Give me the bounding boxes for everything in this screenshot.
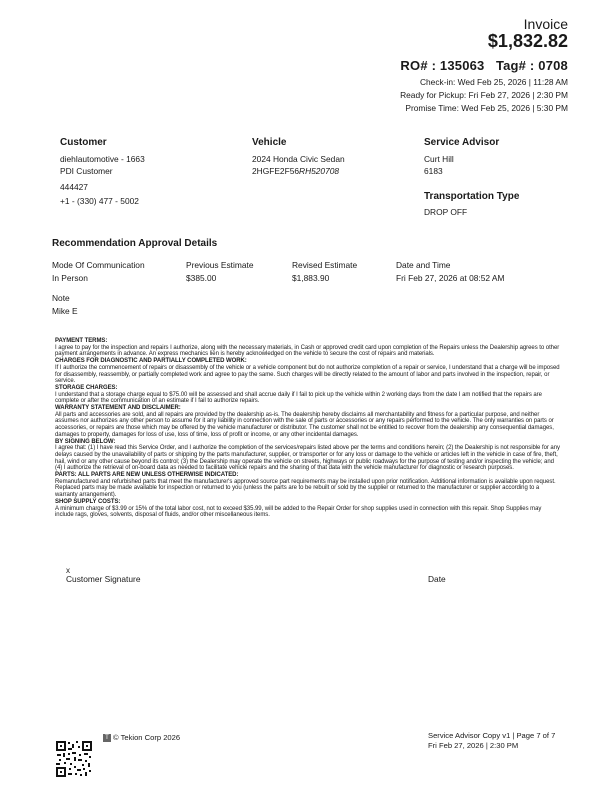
terms-paragraph <box>55 405 560 439</box>
customer-type: PDI Customer <box>60 166 113 176</box>
terms-block <box>55 338 560 519</box>
tag-number: Tag# : 0708 <box>495 58 568 73</box>
terms-text: I agree that: (1) I have read this Service Order, and I authorize the completion of the services/repairs listed above per the terms and conditions herein; (2) the Dealership is not responsible for any delays caused by the unavailability of parts or shipping by the parts manufacturer, supplier, or transporter or for any loss or damage to the vehicle or articles left in the vehicle in case of fire, theft, hail, wind or any other cause beyond its control; (3) the Dealership may operate the vehicle on streets, highways or public roadways for the purpose of testing and/or inspecting the vehicle; and (4) I authorize the retrieval of on-board data as needed to facilitate vehicle repairs and the sharing of that data with the vehicle manufacturer for diagnostic or research purposes. <box>55 445 560 472</box>
footer-copyright <box>103 733 180 742</box>
vehicle-vin <box>252 165 345 177</box>
advisor-id: 6183 <box>424 166 443 176</box>
terms-heading: PARTS: ALL PARTS ARE NEW UNLESS OTHERWISE INDICATED: <box>55 472 239 479</box>
terms-heading: BY SIGNING BELOW: <box>55 438 116 445</box>
footer-info <box>428 731 555 751</box>
date-label: Date <box>428 574 446 584</box>
printed-time: Fri Feb 27, 2026 | 2:30 PM <box>428 741 519 750</box>
advisor-section <box>424 137 519 218</box>
col-prev-head: Previous Estimate <box>186 260 254 270</box>
customer-section <box>60 137 145 207</box>
terms-heading: PAYMENT TERMS: <box>55 338 108 344</box>
checkin-time: Check-in: Wed Feb 25, 2026 | 11:28 AM <box>419 77 568 87</box>
terms-heading: SHOP SUPPLY COSTS: <box>55 498 121 505</box>
note-label: Note <box>52 293 70 303</box>
invoice-title: Invoice <box>523 16 568 32</box>
col-datetime-head: Date and Time <box>396 260 451 270</box>
transport-label: Transportation Type <box>424 191 520 202</box>
invoice-total: $1,832.82 <box>487 31 568 51</box>
customer-label: Customer <box>60 137 107 148</box>
transport-value: DROP OFF <box>424 207 468 217</box>
customer-name: diehlautomotive - 1663 <box>60 154 145 164</box>
copy-info: Service Advisor Copy v1 | Page 7 of 7 <box>428 731 556 740</box>
customer-signature-label: Customer Signature <box>66 574 141 584</box>
terms-heading: WARRANTY STATEMENT AND DISCLAIMER: <box>55 405 181 412</box>
vehicle-section <box>252 137 345 177</box>
terms-heading: CHARGES FOR DIAGNOSTIC AND PARTIALLY COMPLETED WORK: <box>55 358 247 365</box>
ready-time: Ready for Pickup: Fri Feb 27, 2026 | 2:30 PM <box>400 90 568 100</box>
tekion-logo-icon: T <box>103 734 111 742</box>
terms-heading: STORAGE CHARGES: <box>55 384 118 391</box>
terms-text: If I authorize the commencement of repairs or disassembly of the vehicle or a vehicle component but do not authorize completion of a repair or service, I understand that a charge will be imposed for disassembly, reassembly, or partially completed work and agree to pay the same. Such charges will be directly related to the amount of labor and parts involved in the inspection, repair, or service. <box>55 364 560 385</box>
vehicle-label: Vehicle <box>252 137 287 148</box>
terms-text: All parts and accessories are sold, and all repairs are provided by the dealership as-is. The dealership hereby disclaims all merchantability and fitness for a particular purpose, and neither assumes nor authorizes any other person to assume for it any liability in connection with the sale of parts or accessories or any repairs performed to the vehicle. The only warranties on parts or accessories, or repairs are those which may be offered by the vehicle manufacturer or distributor. The customer shall not be entitled to recover from the dealership any consequential damages, damages to property, damages for loss of use, loss of time, loss of profit or income, or any other incidental damages. <box>55 411 554 438</box>
terms-text: A minimum charge of $3.99 or 15% of the total labor cost, not to exceed $35.99, will be added to the Repair Order for shop supplies used in connection with this repair. Shop Supplies may include rags, gloves, solvents, disposal of fluids, and/or other miscellaneous items. <box>55 505 542 519</box>
col-mode-head: Mode Of Communication <box>52 260 145 270</box>
advisor-name: Curt Hill <box>424 154 454 164</box>
terms-paragraph <box>55 499 560 519</box>
terms-text: I understand that a storage charge equal to $75.00 will be assessed and shall accrue daily if I fail to pick up the vehicle within 2 working days from the date I am notified that the repairs are complete or after the communication of an estimate if I fail to authorize repairs. <box>55 391 542 405</box>
customer-phone: +1 - (330) 477 - 5002 <box>60 196 139 206</box>
ro-number: RO# : 135063 <box>400 58 485 73</box>
time-block <box>400 76 568 115</box>
qr-code <box>55 740 93 778</box>
col-revised-head: Revised Estimate <box>292 260 358 270</box>
vehicle-name: 2024 Honda Civic Sedan <box>252 154 345 164</box>
recommendation-title: Recommendation Approval Details <box>52 238 218 249</box>
terms-paragraph <box>55 385 560 405</box>
terms-paragraph <box>55 338 560 358</box>
note-value: Mike E <box>52 306 78 316</box>
copyright-text: © Tekion Corp 2026 <box>113 733 181 742</box>
mode-value: In Person <box>52 273 88 283</box>
terms-paragraph <box>55 472 560 499</box>
ro-tag-line <box>400 58 568 73</box>
vin-prefix: 2HGFE2F56 <box>252 166 300 176</box>
terms-paragraph <box>55 439 560 473</box>
promise-time: Promise Time: Wed Feb 25, 2026 | 5:30 PM <box>405 103 568 113</box>
previous-estimate-value: $385.00 <box>186 273 217 283</box>
signature-x-mark: x <box>66 566 70 575</box>
advisor-label: Service Advisor <box>424 137 500 148</box>
terms-text: I agree to pay for the inspection and repairs I authorize, along with the necessary materials, in Cash or approved credit card upon completion of the Repairs unless the Dealership agrees to other payment arrangements in advance. An express mechanics lien is hereby acknowledged on the vehicle to secure the cost of repairs and materials. <box>55 344 560 358</box>
terms-paragraph <box>55 358 560 385</box>
vin-suffix: RH520708 <box>299 166 340 176</box>
terms-text: Remanufactured and refurbished parts that meet the manufacturer's approved source part requirements may be installed upon prior notification. Additional information is available upon request. Replaced parts may be made available for inspection or returned to you (unless the parts are to be rebuilt or sold by the supplier or returned to the manufacturer or supplier according to a warranty arrangement). <box>55 478 556 499</box>
customer-zip: 444427 <box>60 182 88 192</box>
revised-estimate-value: $1,883.90 <box>292 273 330 283</box>
datetime-value: Fri Feb 27, 2026 at 08:52 AM <box>396 273 505 283</box>
